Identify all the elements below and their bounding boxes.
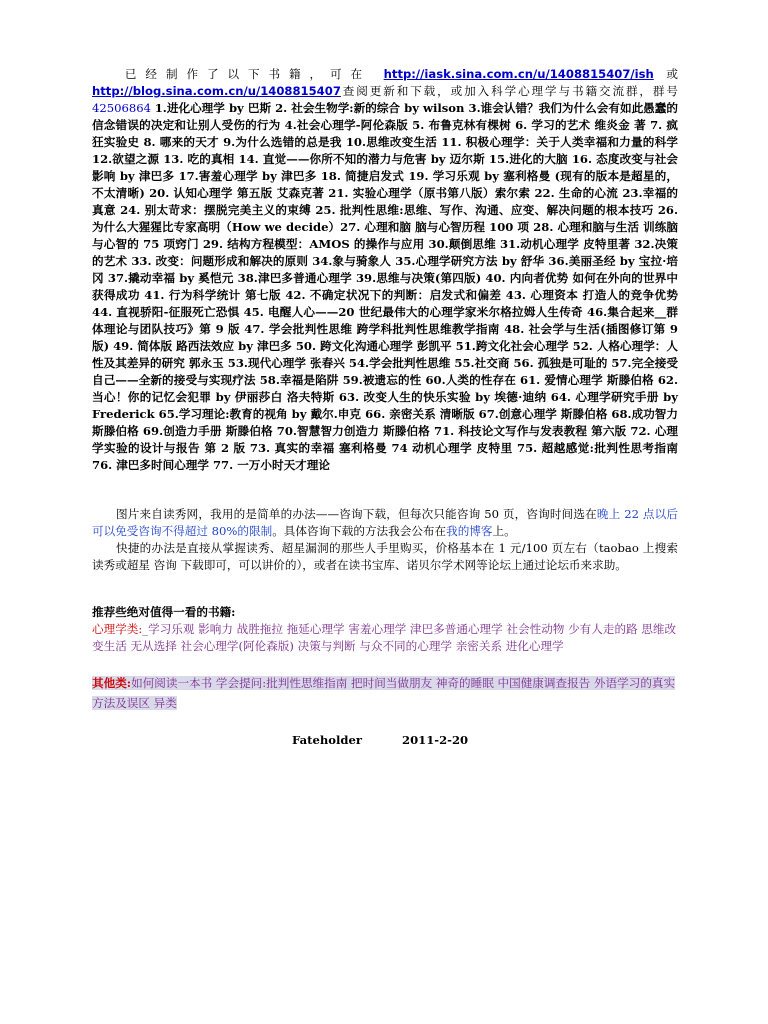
signature-date: 2011-2-20 bbox=[402, 733, 469, 747]
quick-method-paragraph: 快捷的办法是直接从掌握读秀、超星漏洞的那些人手里购买，价格基本在 1 元/100 页左右（taobao 上搜索读秀或超星 咨询 下载即可，可以讲价的），或者在读书宝库、诺贝尔学术网等论坛上通过论坛币来求助。 bbox=[92, 541, 678, 572]
source-paragraph bbox=[92, 506, 678, 540]
intro-paragraph bbox=[92, 66, 678, 474]
recommend-category: 心理学类: bbox=[92, 622, 143, 636]
recommend-title: 推荐些绝对值得一看的书籍: bbox=[92, 605, 236, 619]
recommend-items: _学习乐观 影响力 战胜拖拉 拖延心理学 害羞心理学 津巴多普通心理学 社会性动物 少有人走的路 思维改变生活 无从选择 社会心理学(阿伦森版) 决策与判断 与众不同的心理学 亲密关系 进化心理学 bbox=[92, 622, 677, 653]
intro-mid: 查阅更新和下载，或加入科学心理学与书籍交流群，群号 bbox=[340, 84, 678, 98]
source-text-c: 。具体咨询下载的方法我会公布在 bbox=[272, 524, 447, 538]
other-items: 如何阅读一本书 学会提问:批判性思维指南 把时间当做朋友 神奇的睡眠 中国健康调查报告 外语学习的真实方法及误区 异类 bbox=[92, 676, 676, 710]
document-page bbox=[92, 66, 678, 749]
other-category: 其他类: bbox=[92, 676, 132, 690]
source-text-e: 上。 bbox=[492, 524, 516, 538]
source-text-a: 图片来自读秀网，我用的是简单的办法——咨询下载，但每次只能咨询 50 页，咨询时间选在 bbox=[116, 507, 597, 521]
group-number: 42506864 bbox=[92, 101, 152, 115]
other-list bbox=[92, 676, 675, 710]
recommend-list bbox=[92, 621, 678, 655]
blog-link[interactable]: http://blog.sina.com.cn/u/1408815407 bbox=[92, 84, 341, 98]
signature-name: Fateholder bbox=[292, 733, 362, 747]
my-blog-link[interactable]: 我的博客 bbox=[446, 524, 493, 538]
source-time-note: 晚上 22 点以后可以免受咨询不得超过 80%的限制 bbox=[92, 507, 678, 538]
intro-or: 或 bbox=[666, 67, 678, 81]
signature bbox=[92, 732, 678, 749]
iask-link[interactable]: http://iask.sina.com.cn/u/1408815407/ish bbox=[383, 67, 654, 81]
intro-prefix: 已经制作了以下书籍，可在 bbox=[116, 67, 372, 81]
book-list: 1.进化心理学 by 巴斯 2. 社会生物学:新的综合 by wilson 3.谁会认错？我们为什么会有如此愚蠢的信念错误的决定和让别人受伤的行为 4.社会心理学-阿伦森版 5. 布鲁克林有棵树 6. 学习的艺术 维炎金 著 7. 疯狂实验史 8. 哪来的天才 9.为什么选错的总是我 10.思维改变生活 11. 积极心理学：关于人类幸福和力量的科学 12.欲望之源 13. 吃的真相 14. 直觉——你所不知的潜力与危害 by 迈尔斯 15.进化的大脑 16. 态度改变与社会影响 by 津巴多 17.害羞心理学 by 津巴多 18. 简捷启发式 19. 学习乐观 by 塞利格曼 (现有的版本是超星的，不太清晰) 20. 认知心理学 第五版 艾森克著 21. 实验心理学（原书第八版）索尔索 22. 生命的心流 23.幸福的真意 24. 别太苛求：摆脱完美主义的束缚 25. 批判性思维:思维、写作、沟通、应变、解决问题的根本技巧 26. 为什么大猩猩比专家高明（How we decide）27. 心理和脑 脑与心智历程 100 项 28. 心理和脑与生活 训练脑与心智的 75 项窍门 29. 结构方程模型：AMOS 的操作与应用 30.颠倒思维 31.动机心理学 皮特里著 32.决策的艺术 33. 改变：问题形成和解决的原则 34.象与骑象人 35.心理学研究方法 by 舒华 36.美丽圣经 by 宝拉·培冈 37.撬动幸福 by 奚恺元 38.津巴多普通心理学 39.思维与决策(第四版) 40. 内向者优势 如何在外向的世界中获得成功 41. 行为科学统计 第七版 42. 不确定状况下的判断：启发式和偏差 43. 心理资本 打造人的竞争优势 44. 直视骄阳-征服死亡恐惧 45. 电醒人心——20 世纪最伟大的心理学家米尔格拉姆人生传奇 46.集合起来__群体理论与团队技巧》第 9 版 47. 学会批判性思维 跨学科批判性思维教学指南 48. 社会学与生活(插图修订第 9 版) 49. 简体版 路西法效应 by 津巴多 50. 跨文化沟通心理学 彭凯平 51.跨文化社会心理学 52. 人格心理学：人性及其差异的研究 郭永玉 53.现代心理学 张春兴 54.学会批判性思维 55.社交商 56. 孤独是可耻的 57.完全接受自己——全新的接受与实现疗法 58.幸福是陷阱 59.被遗忘的性 60.人类的性存在 61. 爱情心理学 斯滕伯格 62. 当心！你的记忆会犯罪 by 伊丽莎白 洛夫特斯 63. 改变人生的快乐实验 by 埃德·迪纳 64. 心理学研究手册 by Frederick 65.学习理论:教育的视角 by 戴尔.申克 66. 亲密关系 清晰版 67.创意心理学 斯滕伯格 68.成功智力 斯滕伯格 69.创造力手册 斯滕伯格 70.智慧智力创造力 斯滕伯格 71. 科技论文写作与发表教程 第六版 72. 心理学实验的设计与报告 第 2 版 73. 真实的幸福 塞利格曼 74 动机心理学 皮特里 75. 超越感觉:批判性思考指南 76. 津巴多时间心理学 77. 一万小时天才理论 bbox=[92, 101, 678, 472]
